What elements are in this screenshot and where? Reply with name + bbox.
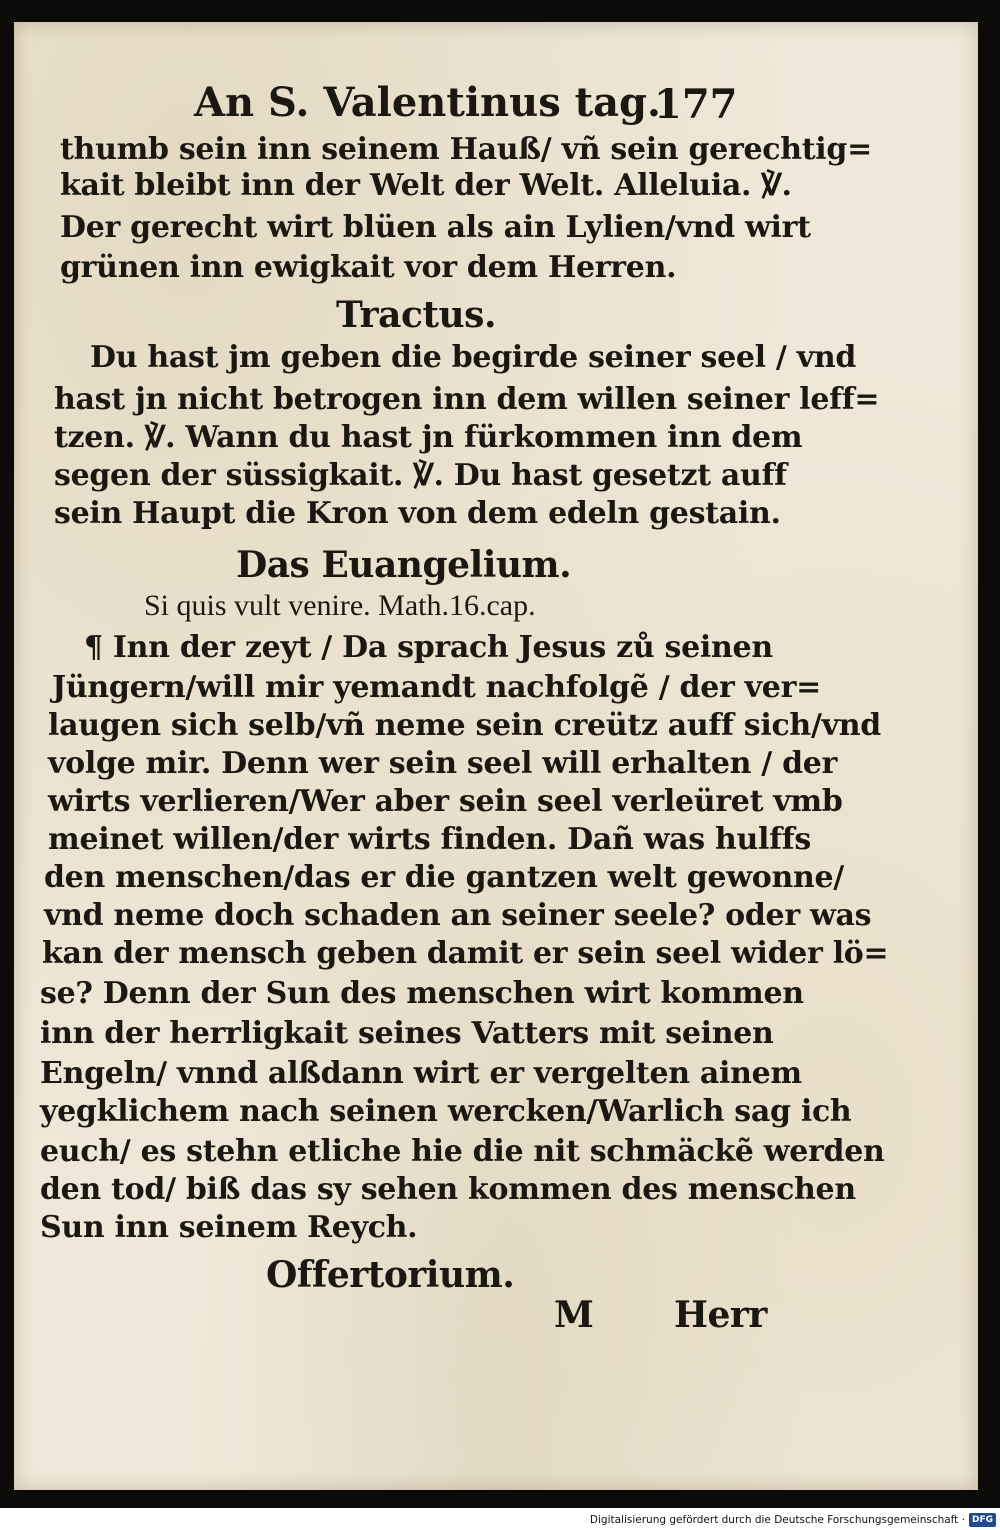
text-line-6: hast jn nicht betrogen inn dem willen seiner leff= <box>54 382 880 417</box>
text-line-14: volge mir. Denn wer sein seel will erhalten / der <box>48 746 838 781</box>
credit-text: Digitalisierung gefördert durch die Deutsche Forschungsgemeinschaft · <box>589 1514 965 1526</box>
heading-offertorium: Offertorium. <box>266 1254 515 1296</box>
text-line-16: meinet willen/der wirts finden. Dañ was hulffs <box>48 822 811 857</box>
text-line-4: grünen inn ewigkait vor dem Herren. <box>60 250 677 285</box>
heading-evangelium: Das Euangelium. <box>236 544 572 586</box>
text-line-8: segen der süssigkait. ℣. Du hast gesetzt auff <box>54 458 787 493</box>
text-line-25: den tod/ biß das sy sehen kommen des menschen <box>40 1172 856 1207</box>
page-number: 177 <box>654 81 738 128</box>
text-line-9: sein Haupt die Kron von dem edeln gestain. <box>54 496 781 531</box>
text-line-15: wirts verlieren/Wer aber sein seel verleüret vmb <box>48 784 843 819</box>
text-line-11: ¶ Inn der zeyt / Da sprach Jesus zů seinen <box>84 630 773 665</box>
text-line-13: laugen sich selb/vñ neme sein creütz auff sich/vnd <box>48 708 881 743</box>
text-line-2: kait bleibt inn der Welt der Welt. Alleluia. ℣. <box>60 168 792 203</box>
text-line-1: thumb sein inn seinem Hauß/ vñ sein gerechtig= <box>60 132 872 167</box>
catchword-initial: M <box>554 1294 594 1336</box>
digitization-credit <box>590 1512 996 1528</box>
text-line-19: kan der mensch geben damit er sein seel wider lö= <box>42 936 889 971</box>
text-line-12: Jüngern/will mir yemandt nachfolgẽ / der ver= <box>52 670 821 705</box>
text-line-7: tzen. ℣. Wann du hast jn fürkommen inn dem <box>54 420 803 455</box>
dfg-logo: DFG <box>969 1513 996 1527</box>
text-line-18: vnd neme doch schaden an seiner seele? oder was <box>44 898 872 933</box>
text-line-24: euch/ es stehn etliche hie die nit schmäckẽ werden <box>40 1134 885 1169</box>
text-line-3: Der gerecht wirt blüen als ain Lylien/vnd wirt <box>60 210 811 245</box>
text-line-17: den menschen/das er die gantzen welt gewonne/ <box>44 860 844 895</box>
text-line-23: yegklichem nach seinen wercken/Warlich sag ich <box>40 1094 852 1129</box>
text-line-21: inn der herrligkait seines Vatters mit seinen <box>40 1016 774 1051</box>
heading-tractus: Tractus. <box>336 294 496 336</box>
gospel-reference: Si quis vult venire. Math.16.cap. <box>144 589 536 622</box>
text-line-26: Sun inn seinem Reych. <box>40 1210 418 1245</box>
text-line-5: Du hast jm geben die begirde seiner seel / vnd <box>90 340 857 375</box>
text-line-22: Engeln/ vnnd alßdann wirt er vergelten ainem <box>40 1056 802 1091</box>
running-head-title: An S. Valentinus tag. <box>194 79 661 126</box>
catchword: Herr <box>674 1294 767 1336</box>
text-line-20: se? Denn der Sun des menschen wirt kommen <box>40 976 804 1011</box>
book-page <box>14 22 978 1490</box>
